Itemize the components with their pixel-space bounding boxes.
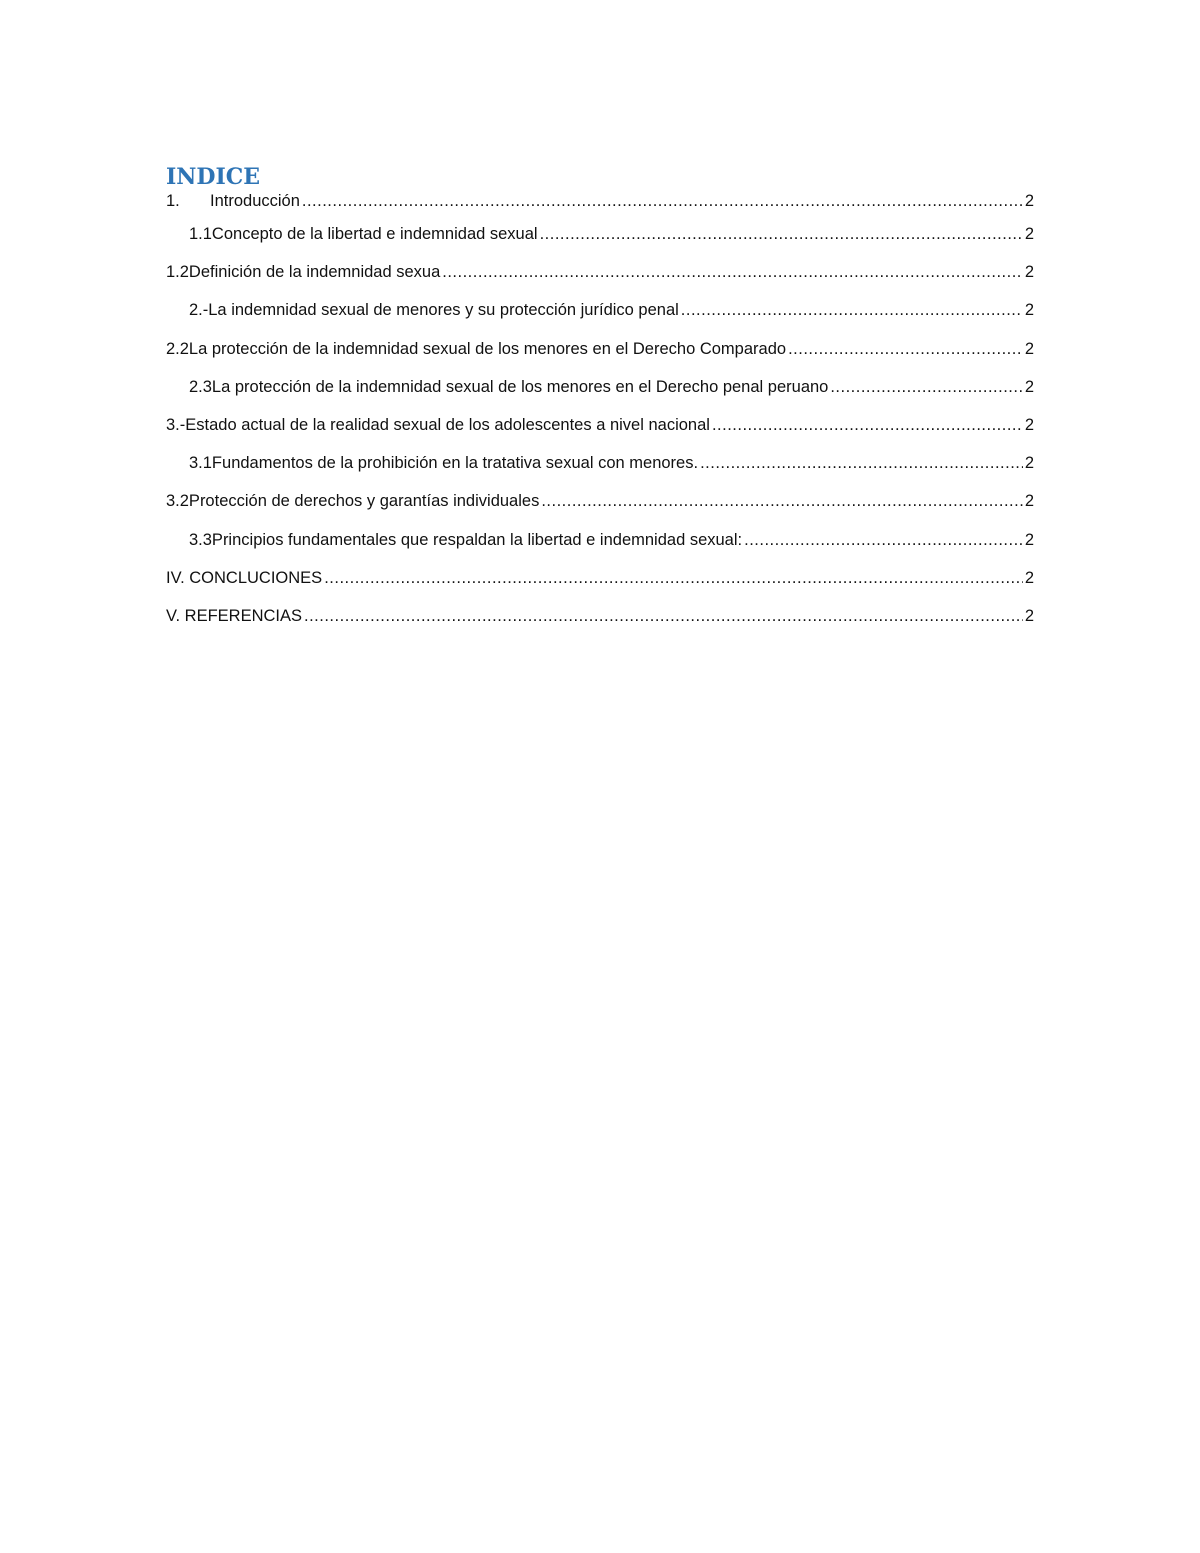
toc-entry-text: 3.1Fundamentos de la prohibición en la tratativa sexual con menores. [189, 454, 699, 473]
toc-entry-1-2[interactable] [166, 263, 1034, 301]
toc-entry-page: 2 [1024, 377, 1034, 396]
toc-dot-leader [700, 454, 1023, 473]
toc-dot-leader [830, 378, 1022, 397]
toc-entry-page: 2 [1024, 568, 1034, 587]
toc-entry-3-1[interactable] [166, 454, 1034, 492]
toc-dot-leader [324, 569, 1023, 588]
toc-entry-text: V. REFERENCIAS [166, 606, 303, 625]
toc-title: INDICE [166, 164, 261, 190]
toc-dot-leader [681, 301, 1023, 320]
toc-entry-1-1[interactable] [166, 225, 1034, 263]
toc-dot-leader [744, 531, 1023, 550]
toc-dot-leader [304, 607, 1023, 626]
toc-entry-page: 2 [1024, 225, 1034, 243]
toc-entry-page: 2 [1024, 301, 1034, 320]
table-of-contents [166, 162, 1034, 645]
toc-entry-text: 2.-La indemnidad sexual de menores y su protección jurídico penal [189, 301, 679, 320]
toc-entry-text: 1.2Definición de la indemnidad sexua [166, 263, 441, 282]
toc-entry-referencias[interactable] [166, 607, 1034, 645]
toc-dot-leader [540, 225, 1023, 244]
toc-entry-text: 2.3La protección de la indemnidad sexual de los menores en el Derecho penal peruano [189, 377, 829, 396]
toc-entry-2-2[interactable] [166, 340, 1034, 378]
toc-entry-number: 1. [166, 192, 180, 210]
toc-dot-leader [302, 192, 1023, 211]
toc-entry-page: 2 [1024, 454, 1034, 473]
toc-entry-page: 2 [1024, 263, 1034, 282]
toc-entry-conclusiones[interactable] [166, 569, 1034, 607]
toc-entry-introduccion[interactable] [166, 192, 1034, 225]
toc-entry-3[interactable] [166, 416, 1034, 454]
toc-entry-page: 2 [1024, 192, 1034, 210]
toc-dot-leader [712, 416, 1023, 435]
toc-entry-text: 2.2La protección de la indemnidad sexual de los menores en el Derecho Comparado [166, 339, 787, 358]
toc-dot-leader [442, 263, 1023, 282]
toc-entry-page: 2 [1024, 492, 1034, 511]
toc-entry-page: 2 [1024, 339, 1034, 358]
toc-entry-text: IV. CONCLUCIONES [166, 568, 323, 587]
toc-entry-text: 1.1Concepto de la libertad e indemnidad sexual [189, 225, 538, 243]
toc-entry-page: 2 [1024, 415, 1034, 434]
toc-dot-leader [541, 492, 1023, 511]
toc-entry-text: Introducción [210, 192, 300, 210]
toc-entry-text: 3.-Estado actual de la realidad sexual de los adolescentes a nivel nacional [166, 415, 710, 434]
toc-entry-3-2[interactable] [166, 492, 1034, 530]
toc-dot-leader [788, 340, 1023, 359]
toc-list [166, 192, 1034, 645]
toc-entry-text: 3.2Protección de derechos y garantías individuales [166, 492, 540, 511]
toc-entry-text: 3.3Principios fundamentales que respaldan la libertad e indemnidad sexual: [189, 530, 743, 549]
toc-entry-3-3[interactable] [166, 531, 1034, 569]
toc-entry-2[interactable] [166, 301, 1034, 339]
toc-entry-page: 2 [1024, 606, 1034, 625]
toc-entry-page: 2 [1024, 530, 1034, 549]
toc-entry-2-3[interactable] [166, 378, 1034, 416]
